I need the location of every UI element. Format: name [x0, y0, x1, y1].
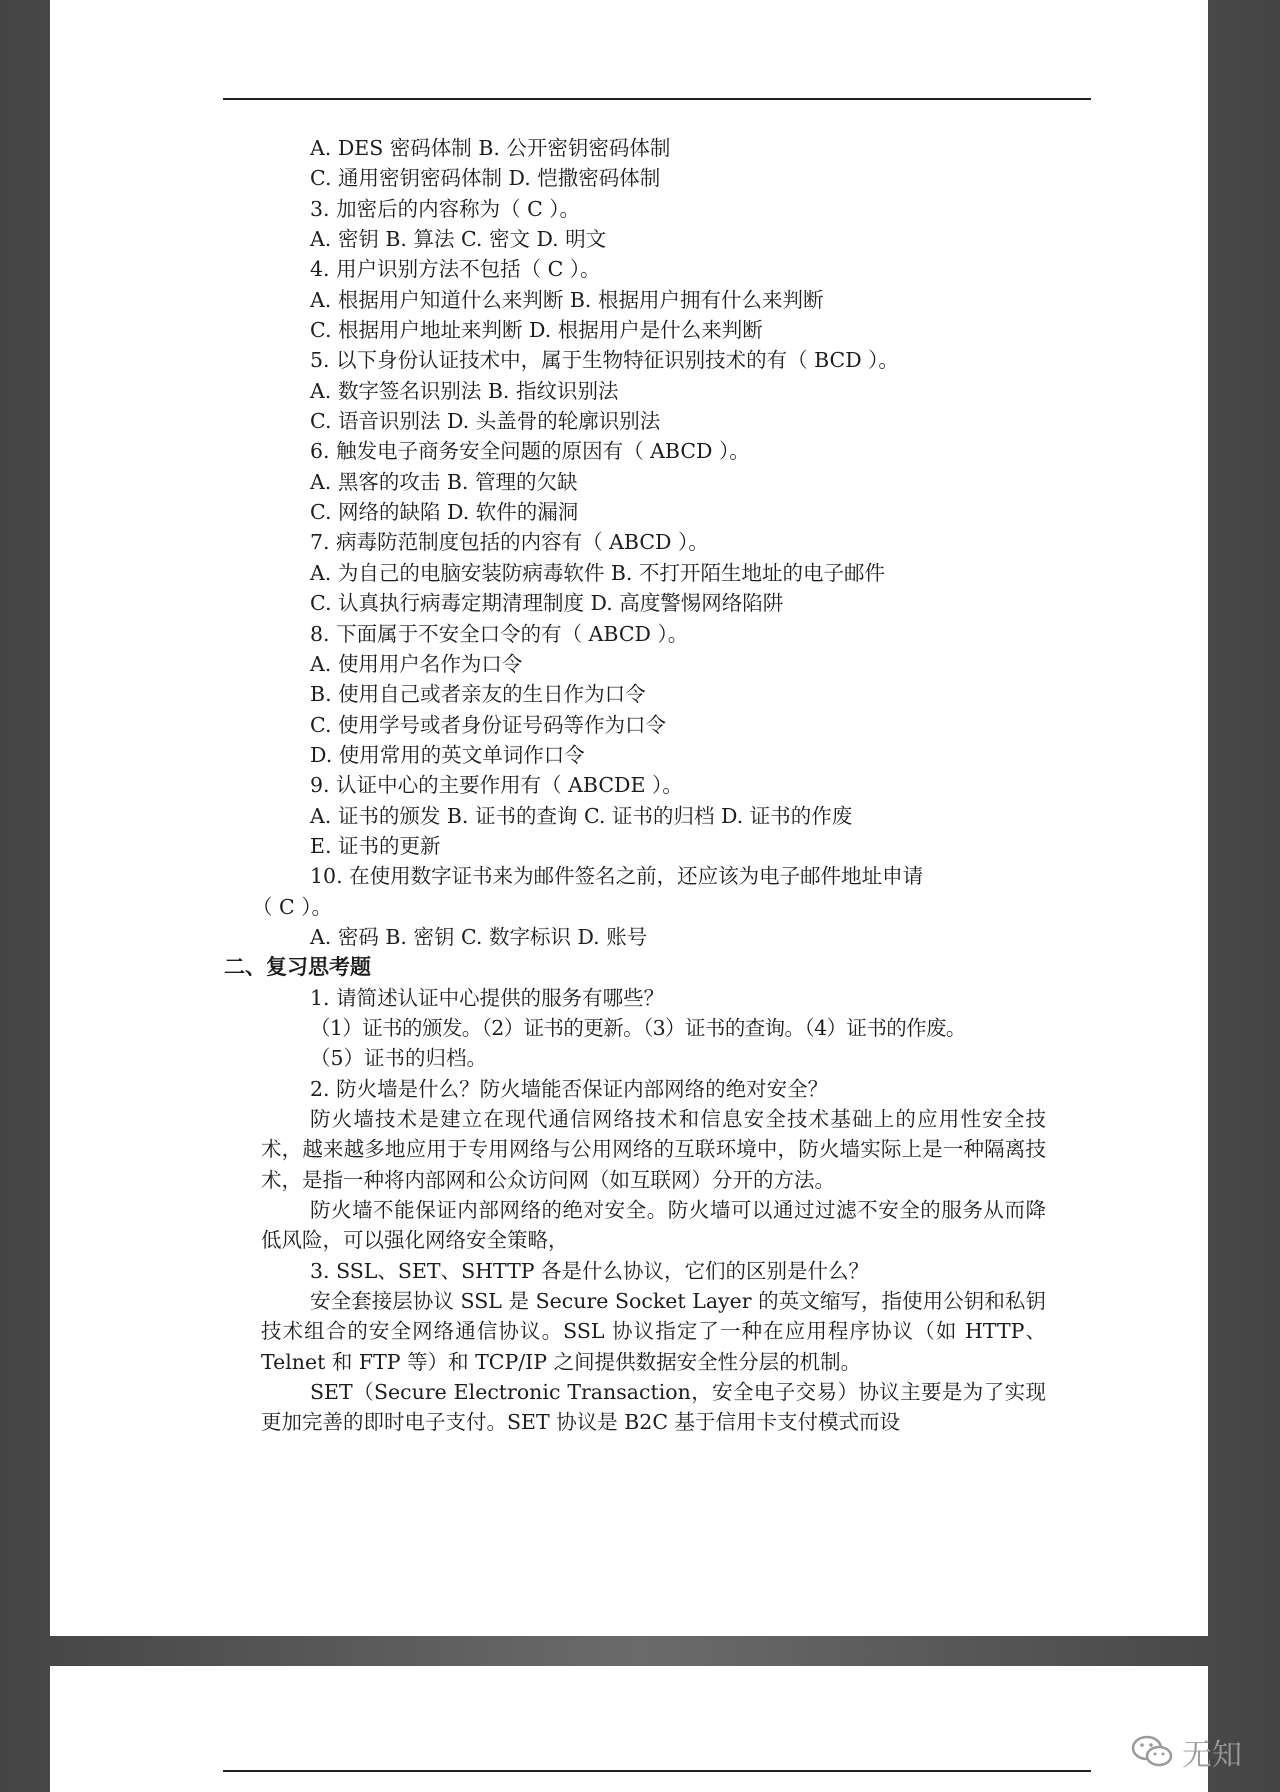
text-line: A. 数字签名识别法 B. 指纹识别法: [310, 378, 619, 403]
next-document-page: [50, 1666, 1208, 1792]
question-line: 3. 加密后的内容称为（ C ）。: [310, 196, 581, 221]
text-line: D. 使用常用的英文单词作口令: [310, 742, 585, 767]
section-heading: 二、复习思考题: [224, 954, 371, 980]
question-line: 5. 以下身份认证技术中，属于生物特征识别技术的有（ BCD ）。: [310, 348, 899, 373]
header-rule: [223, 1770, 1091, 1772]
text-line: A. 根据用户知道什么来判断 B. 根据用户拥有什么来判断: [310, 287, 824, 312]
text-line: C. 语音识别法 D. 头盖骨的轮廓识别法: [310, 409, 661, 434]
question-line: 10. 在使用数字证书来为邮件签名之前，还应该为电子邮件地址申请: [310, 864, 924, 889]
text-line: A. 证书的颁发 B. 证书的查询 C. 证书的归档 D. 证书的作废: [310, 803, 853, 828]
question-line: 7. 病毒防范制度包括的内容有（ ABCD ）。: [310, 530, 709, 555]
review-paragraph: 防火墙技术是建立在现代通信网络技术和信息安全技术基础上的应用性安全技术，越来越多地应用于专用网络与公用网络的互联环境中，防火墙实际上是一种隔离技术，是指一种将内部网和公众访问网（如互联网）分开的方法。: [261, 1107, 1046, 1192]
question-line: 8. 下面属于不安全口令的有（ ABCD ）。: [310, 621, 689, 646]
review-question: 1. 请简述认证中心提供的服务有哪些？: [310, 985, 665, 1010]
wechat-icon: [1130, 1733, 1174, 1771]
text-line: C. 根据用户地址来判断 D. 根据用户是什么来判断: [310, 318, 763, 343]
question-answer-line: （ C ）。: [252, 894, 332, 919]
review-answer: （1）证书的颁发。（2）证书的更新。（3）证书的查询。（4）证书的作废。: [310, 1015, 966, 1040]
question-line: 4. 用户识别方法不包括（ C ）。: [310, 257, 601, 282]
page-body: [224, 133, 1046, 1438]
review-paragraph: SET（Secure Electronic Transaction，安全电子交易）协议主要是为了实现更加完善的即时电子支付。SET 协议是 B2C 基于信用卡支付模式而设: [261, 1380, 1046, 1435]
review-answer: （5）证书的归档。: [310, 1046, 488, 1071]
text-line: C. 通用密钥密码体制 D. 恺撒密码体制: [310, 166, 661, 191]
review-paragraph: 防火墙不能保证内部网络的绝对安全。防火墙可以通过过滤不安全的服务从而降低风险，可以强化网络安全策略，: [261, 1198, 1046, 1253]
text-line: B. 使用自己或者亲友的生日作为口令: [310, 682, 646, 707]
question-line: 6. 触发电子商务安全问题的原因有（ ABCD ）。: [310, 439, 750, 464]
text-line: C. 使用学号或者身份证号码等作为口令: [310, 712, 666, 737]
text-line: A. 黑客的攻击 B. 管理的欠缺: [310, 469, 578, 494]
question-line: 9. 认证中心的主要作用有（ ABCDE ）。: [310, 773, 683, 798]
header-rule: [223, 98, 1091, 100]
watermark-text: 无知: [1182, 1738, 1242, 1773]
text-line: A. DES 密码体制 B. 公开密钥密码体制: [310, 136, 671, 160]
text-line: A. 密码 B. 密钥 C. 数字标识 D. 账号: [310, 924, 648, 949]
review-question: 3. SSL、SET、SHTTP 各是什么协议，它们的区别是什么？: [310, 1258, 870, 1283]
text-line: E. 证书的更新: [310, 833, 441, 858]
text-line: A. 使用用户名作为口令: [310, 651, 523, 676]
text-line: C. 认真执行病毒定期清理制度 D. 高度警惕网络陷阱: [310, 591, 784, 616]
review-question: 2. 防火墙是什么？防火墙能否保证内部网络的绝对安全？: [310, 1076, 829, 1101]
text-line: A. 密钥 B. 算法 C. 密文 D. 明文: [310, 227, 607, 252]
text-line: A. 为自己的电脑安装防病毒软件 B. 不打开陌生地址的电子邮件: [310, 560, 885, 585]
text-line: C. 网络的缺陷 D. 软件的漏洞: [310, 500, 579, 525]
review-paragraph: 安全套接层协议 SSL 是 Secure Socket Layer 的英文缩写，指使用公钥和私钥技术组合的安全网络通信协议。SSL 协议指定了一种在应用程序协议（如 HTTP、Telnet 和 FTP 等）和 TCP/IP 之间提供数据安全性分层的机制。: [261, 1289, 1046, 1374]
watermark: [1130, 1730, 1242, 1774]
